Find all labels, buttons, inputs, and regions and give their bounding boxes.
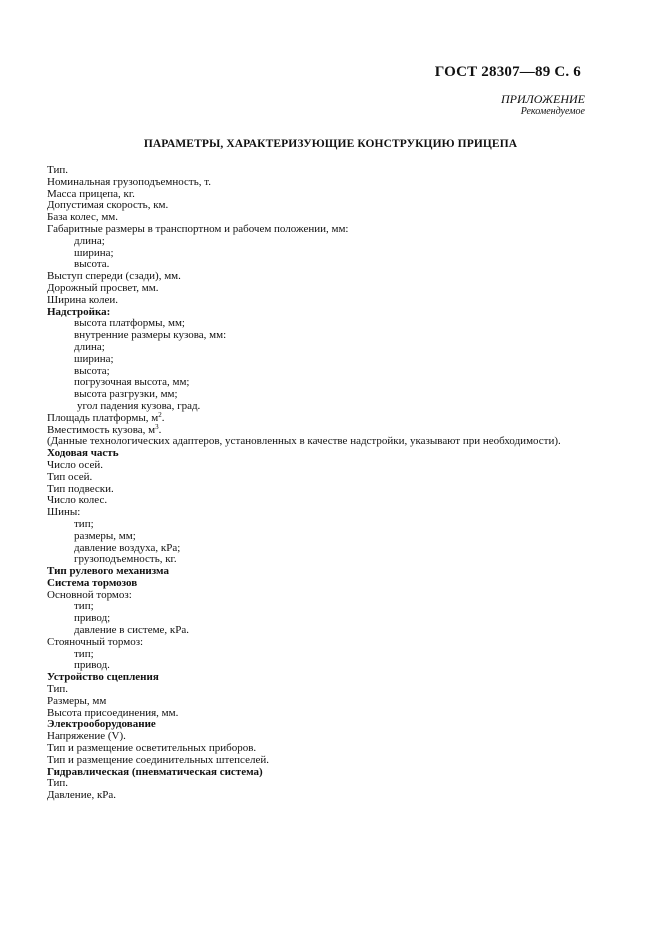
list-item: Давление, кРа. — [47, 789, 117, 802]
list-item: (Данные технологических адаптеров, установленных в качестве надстройки, указывают при необходимости). — [47, 435, 561, 448]
list-item: Тип. — [47, 777, 68, 790]
section-heading: Тип рулевого механизма — [47, 565, 169, 578]
list-item: длина; — [74, 340, 105, 353]
list-item: Ширина колеи. — [47, 293, 119, 306]
list-item: Высота присоединения, мм. — [47, 706, 179, 719]
list-item-suffix: . — [158, 423, 162, 436]
superscript: 2 — [158, 410, 162, 419]
section-heading: Ходовая часть — [47, 447, 119, 460]
list-item: внутренние размеры кузова, мм: — [74, 329, 227, 342]
page-title: ПАРАМЕТРЫ, ХАРАКТЕРИЗУЮЩИЕ КОНСТРУКЦИЮ ПРИЦЕПА — [143, 138, 518, 150]
list-item: Число осей. — [47, 458, 103, 471]
list-item: тип; — [74, 647, 94, 660]
section-heading: Система тормозов — [47, 576, 138, 589]
list-item: Тип осей. — [47, 470, 93, 483]
list-item: давление воздуха, кРа; — [74, 541, 181, 554]
list-item: ширина; — [74, 246, 114, 259]
list-item: ширина; — [74, 352, 114, 365]
list-item: тип; — [74, 600, 94, 613]
list-item: Напряжение (V). — [47, 730, 126, 743]
list-item: высота разгрузки, мм; — [74, 388, 178, 401]
list-item: Выступ спереди (сзади), мм. — [47, 270, 181, 283]
list-item-text: Вместимость кузова, м — [47, 423, 156, 436]
list-item: Допустимая скорость, км. — [47, 199, 169, 212]
list-item: Число колес. — [47, 494, 108, 507]
list-item: Номинальная грузоподъемность, т. — [47, 175, 211, 188]
list-item: угол падения кузова, град. — [77, 399, 201, 412]
list-item: Масса прицепа, кг. — [47, 187, 135, 200]
list-item: привод. — [74, 659, 110, 672]
list-item: размеры, мм; — [74, 529, 136, 542]
list-item: Тип. — [47, 164, 68, 176]
list-item: длина; — [74, 234, 105, 247]
list-item: Тип и размещение осветительных приборов. — [47, 742, 257, 755]
list-item: высота платформы, мм; — [74, 317, 185, 330]
appendix-note: Рекомендуемое — [520, 106, 585, 117]
list-item: Размеры, мм — [47, 694, 107, 707]
appendix-label: ПРИЛОЖЕНИЕ — [501, 92, 585, 106]
list-item: высота. — [74, 258, 110, 271]
list-item: Габаритные размеры в транспортном и рабочем положении, мм: — [47, 222, 349, 235]
appendix-block — [501, 93, 585, 118]
list-item: Дорожный просвет, мм. — [47, 281, 159, 294]
list-item: Основной тормоз: — [47, 588, 132, 601]
list-item: Тип. — [47, 683, 68, 696]
list-item: тип; — [74, 517, 94, 530]
list-item: погрузочная высота, мм; — [74, 376, 190, 389]
list-item: Тип подвески. — [47, 482, 114, 495]
list-item: Тип и размещение соединительных штепселей. — [47, 753, 269, 766]
list-item: высота; — [74, 364, 110, 377]
list-item-text: Площадь платформы, м — [47, 411, 159, 424]
list-item: привод; — [74, 612, 111, 625]
list-item: База колес, мм. — [47, 211, 119, 224]
list-item: Стояночный тормоз: — [47, 635, 144, 648]
section-heading: Электрооборудование — [47, 718, 156, 731]
list-item-suffix: . — [161, 411, 165, 424]
parameter-list — [47, 165, 637, 802]
document-code: ГОСТ 28307—89 С. 6 — [434, 64, 581, 80]
superscript: 3 — [155, 422, 159, 431]
section-heading: Гидравлическая (пневматическая система) — [47, 765, 263, 778]
section-heading: Надстройка: — [47, 305, 111, 318]
list-item: Шины: — [47, 506, 81, 519]
list-item: давление в системе, кРа. — [74, 624, 190, 637]
section-heading: Устройство сцепления — [47, 671, 159, 684]
list-item: грузоподъемность, кг. — [74, 553, 177, 566]
